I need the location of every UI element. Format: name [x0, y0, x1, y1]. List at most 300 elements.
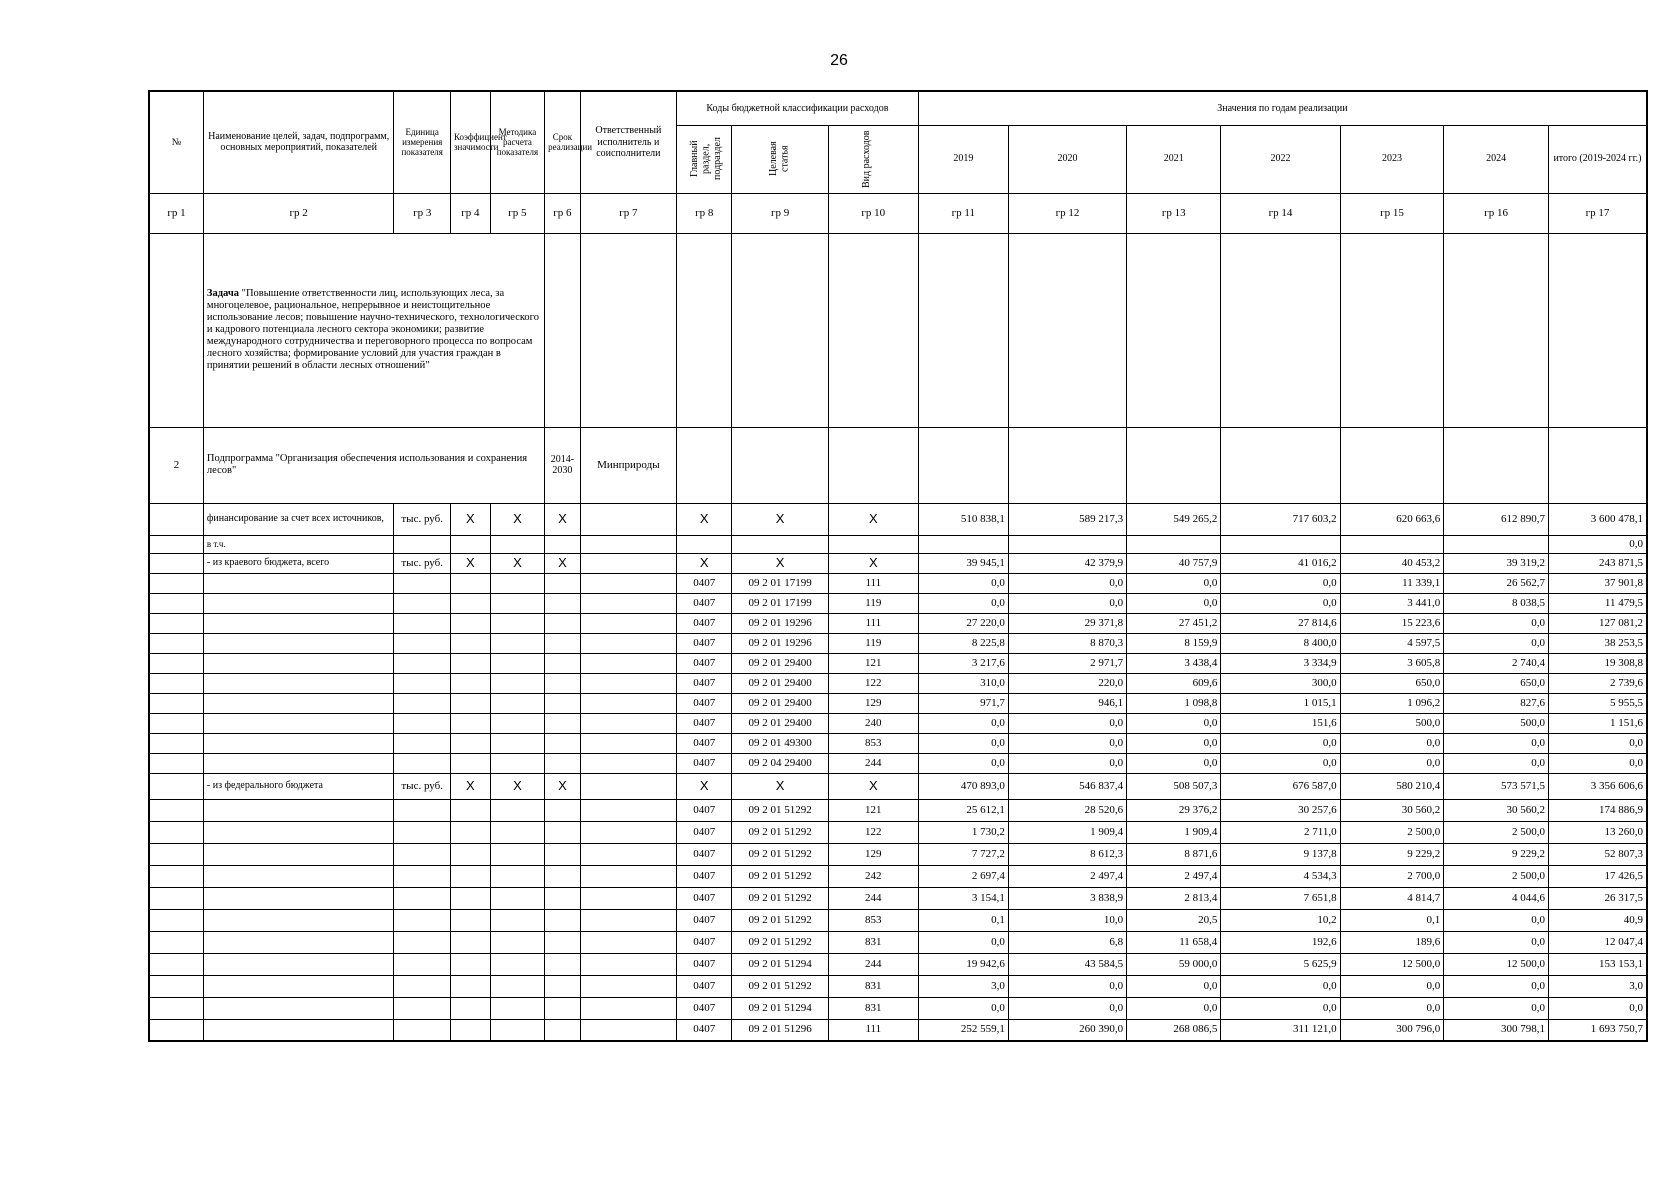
x-mark: Х — [450, 503, 490, 535]
row-label: - из федерального бюджета — [203, 773, 394, 799]
value-2021: 2 813,4 — [1127, 887, 1221, 909]
value-2021: 0,0 — [1127, 713, 1221, 733]
section-code: 0407 — [677, 909, 732, 931]
value-2022: 0,0 — [1221, 733, 1340, 753]
value-2021: 1 909,4 — [1127, 821, 1221, 843]
table-row — [149, 713, 1647, 733]
value-2023: 15 223,6 — [1340, 613, 1444, 633]
value-2020: 260 390,0 — [1008, 1019, 1126, 1041]
section-code: 0407 — [677, 753, 732, 773]
value-2021: 11 658,4 — [1127, 931, 1221, 953]
section-code: 0407 — [677, 573, 732, 593]
group-label: гр 2 — [203, 193, 394, 233]
header-responsible: Ответственный исполнитель и соисполнители — [580, 91, 676, 193]
value-2022: 300,0 — [1221, 673, 1340, 693]
section-code: 0407 — [677, 1019, 732, 1041]
value-2020: 589 217,3 — [1008, 503, 1126, 535]
value-2024: 0,0 — [1444, 633, 1549, 653]
value-2023: 40 453,2 — [1340, 553, 1444, 573]
value-2020: 42 379,9 — [1008, 553, 1126, 573]
value-total: 153 153,1 — [1548, 953, 1647, 975]
value-2022: 10,2 — [1221, 909, 1340, 931]
header-coef: Коэффициент значимости — [450, 91, 490, 193]
header-total: итого (2019-2024 гг.) — [1548, 125, 1647, 193]
x-mark: Х — [677, 773, 732, 799]
target-article: 09 2 01 51292 — [732, 821, 828, 843]
value-2024: 8 038,5 — [1444, 593, 1549, 613]
value-total: 127 081,2 — [1548, 613, 1647, 633]
group-label: гр 9 — [732, 193, 828, 233]
section-code: 0407 — [677, 593, 732, 613]
target-article: 09 2 01 51292 — [732, 843, 828, 865]
value-2023: 4 597,5 — [1340, 633, 1444, 653]
target-article: 09 2 01 51292 — [732, 865, 828, 887]
value-2021: 549 265,2 — [1127, 503, 1221, 535]
x-mark: Х — [545, 503, 581, 535]
value-2022: 311 121,0 — [1221, 1019, 1340, 1041]
value-2023: 3 441,0 — [1340, 593, 1444, 613]
value-2024: 0,0 — [1444, 733, 1549, 753]
value-2019: 0,0 — [918, 733, 1008, 753]
value-total: 11 479,5 — [1548, 593, 1647, 613]
value-2019: 0,0 — [918, 753, 1008, 773]
value-2023: 0,0 — [1340, 733, 1444, 753]
incl-row — [149, 535, 1647, 553]
value-2020: 0,0 — [1008, 573, 1126, 593]
value-2023: 11 339,1 — [1340, 573, 1444, 593]
section-code: 0407 — [677, 673, 732, 693]
value-2019: 0,0 — [918, 713, 1008, 733]
table-row — [149, 975, 1647, 997]
table-row — [149, 733, 1647, 753]
table-row — [149, 953, 1647, 975]
group-label: гр 7 — [580, 193, 676, 233]
value-2023: 2 500,0 — [1340, 821, 1444, 843]
header-year-2022: 2022 — [1221, 125, 1340, 193]
value-total: 52 807,3 — [1548, 843, 1647, 865]
value-2021: 2 497,4 — [1127, 865, 1221, 887]
group-label: гр 5 — [490, 193, 544, 233]
table-row — [149, 753, 1647, 773]
header-num: № — [149, 91, 203, 193]
regional-row — [149, 553, 1647, 573]
value-2024: 0,0 — [1444, 997, 1549, 1019]
unit-cell: тыс. руб. — [394, 773, 451, 799]
section-code: 0407 — [677, 865, 732, 887]
value-2024: 650,0 — [1444, 673, 1549, 693]
group-label: гр 14 — [1221, 193, 1340, 233]
value-2023: 300 796,0 — [1340, 1019, 1444, 1041]
section-code: 0407 — [677, 843, 732, 865]
value-2019: 3 217,6 — [918, 653, 1008, 673]
header-budget-codes: Коды бюджетной классификации расходов — [677, 91, 919, 125]
table-row — [149, 865, 1647, 887]
value-2021: 0,0 — [1127, 573, 1221, 593]
table-row — [149, 673, 1647, 693]
task-description — [203, 233, 544, 427]
group-label: гр 10 — [828, 193, 918, 233]
x-mark: Х — [828, 553, 918, 573]
expense-type: 129 — [828, 693, 918, 713]
row-label: в т.ч. — [203, 535, 394, 553]
value-2020: 0,0 — [1008, 733, 1126, 753]
header-term: Срок реализации — [545, 91, 581, 193]
value-2024: 612 890,7 — [1444, 503, 1549, 535]
x-mark: Х — [450, 553, 490, 573]
value-2019: 39 945,1 — [918, 553, 1008, 573]
group-labels-row — [149, 193, 1647, 233]
value-total: 5 955,5 — [1548, 693, 1647, 713]
table-row — [149, 997, 1647, 1019]
x-mark: Х — [490, 773, 544, 799]
section-code: 0407 — [677, 975, 732, 997]
value-total: 12 047,4 — [1548, 931, 1647, 953]
section-code: 0407 — [677, 633, 732, 653]
header-year-2024: 2024 — [1444, 125, 1549, 193]
target-article: 09 2 01 51292 — [732, 909, 828, 931]
value-2023: 1 096,2 — [1340, 693, 1444, 713]
expense-type: 853 — [828, 733, 918, 753]
value-2020: 0,0 — [1008, 975, 1126, 997]
value-2022: 0,0 — [1221, 753, 1340, 773]
value-2021: 0,0 — [1127, 997, 1221, 1019]
value-total: 1 151,6 — [1548, 713, 1647, 733]
value-2020: 0,0 — [1008, 753, 1126, 773]
header-year-2020: 2020 — [1008, 125, 1126, 193]
value-2024: 827,6 — [1444, 693, 1549, 713]
value-total: 3 600 478,1 — [1548, 503, 1647, 535]
target-article: 09 2 04 29400 — [732, 753, 828, 773]
target-article: 09 2 01 29400 — [732, 673, 828, 693]
value-2024: 0,0 — [1444, 753, 1549, 773]
value-2019: 0,0 — [918, 593, 1008, 613]
expense-type: 853 — [828, 909, 918, 931]
target-article: 09 2 01 51292 — [732, 799, 828, 821]
group-label: гр 6 — [545, 193, 581, 233]
value-2023: 650,0 — [1340, 673, 1444, 693]
value-2021: 8 871,6 — [1127, 843, 1221, 865]
value-total: 3,0 — [1548, 975, 1647, 997]
value-2022: 41 016,2 — [1221, 553, 1340, 573]
group-label: гр 4 — [450, 193, 490, 233]
value-2023: 12 500,0 — [1340, 953, 1444, 975]
value-2021: 0,0 — [1127, 753, 1221, 773]
target-article: 09 2 01 51294 — [732, 953, 828, 975]
expense-type: 122 — [828, 673, 918, 693]
value-total: 0,0 — [1548, 733, 1647, 753]
value-total: 37 901,8 — [1548, 573, 1647, 593]
expense-type: 122 — [828, 821, 918, 843]
unit-cell: тыс. руб. — [394, 503, 451, 535]
expense-type: 831 — [828, 975, 918, 997]
value-total: 243 871,5 — [1548, 553, 1647, 573]
expense-type: 121 — [828, 799, 918, 821]
x-mark: Х — [450, 773, 490, 799]
subprogram-row — [149, 427, 1647, 503]
group-label: гр 1 — [149, 193, 203, 233]
value-2020: 0,0 — [1008, 997, 1126, 1019]
value-2019: 0,0 — [918, 931, 1008, 953]
x-mark: Х — [677, 503, 732, 535]
value-2024: 39 319,2 — [1444, 553, 1549, 573]
value-2019: 470 893,0 — [918, 773, 1008, 799]
value-2024: 2 500,0 — [1444, 865, 1549, 887]
x-mark: Х — [490, 503, 544, 535]
value-2019: 3,0 — [918, 975, 1008, 997]
value-total: 0,0 — [1548, 997, 1647, 1019]
value-2020: 6,8 — [1008, 931, 1126, 953]
expense-type: 111 — [828, 1019, 918, 1041]
value-2023: 30 560,2 — [1340, 799, 1444, 821]
group-label: гр 13 — [1127, 193, 1221, 233]
value-2022: 8 400,0 — [1221, 633, 1340, 653]
x-mark: Х — [732, 503, 828, 535]
value-2024: 30 560,2 — [1444, 799, 1549, 821]
target-article: 09 2 01 19296 — [732, 633, 828, 653]
x-mark: Х — [732, 773, 828, 799]
value-2023: 0,0 — [1340, 975, 1444, 997]
value-2021: 27 451,2 — [1127, 613, 1221, 633]
header-year-2023: 2023 — [1340, 125, 1444, 193]
value-2020: 3 838,9 — [1008, 887, 1126, 909]
value-2024: 2 740,4 — [1444, 653, 1549, 673]
value-total: 38 253,5 — [1548, 633, 1647, 653]
task-label: Задача — [206, 287, 240, 299]
section-code: 0407 — [677, 799, 732, 821]
value-2022: 3 334,9 — [1221, 653, 1340, 673]
federal-breakdown — [149, 799, 1647, 1041]
value-2023: 620 663,6 — [1340, 503, 1444, 535]
subprogram-num: 2 — [149, 427, 203, 503]
table-row — [149, 1019, 1647, 1041]
header-year-values: Значения по годам реализации — [918, 91, 1647, 125]
target-article: 09 2 01 51292 — [732, 931, 828, 953]
table-row — [149, 633, 1647, 653]
value-2021: 29 376,2 — [1127, 799, 1221, 821]
value-2021: 508 507,3 — [1127, 773, 1221, 799]
value-2020: 43 584,5 — [1008, 953, 1126, 975]
value-total: 0,0 — [1548, 753, 1647, 773]
expense-type: 244 — [828, 953, 918, 975]
group-label: гр 16 — [1444, 193, 1549, 233]
expense-type: 831 — [828, 931, 918, 953]
value-2022: 0,0 — [1221, 573, 1340, 593]
value-2020: 10,0 — [1008, 909, 1126, 931]
value-2022: 27 814,6 — [1221, 613, 1340, 633]
value-2022: 2 711,0 — [1221, 821, 1340, 843]
value-2020: 220,0 — [1008, 673, 1126, 693]
expense-type: 129 — [828, 843, 918, 865]
value-2023: 3 605,8 — [1340, 653, 1444, 673]
table-row — [149, 887, 1647, 909]
table-row — [149, 573, 1647, 593]
header-code-article: Целевая статья — [732, 125, 828, 193]
target-article: 09 2 01 17199 — [732, 593, 828, 613]
value-2024: 2 500,0 — [1444, 821, 1549, 843]
expense-type: 111 — [828, 573, 918, 593]
value-total: 1 693 750,7 — [1548, 1019, 1647, 1041]
group-label: гр 3 — [394, 193, 451, 233]
value-total: 0,0 — [1548, 535, 1647, 553]
value-2020: 546 837,4 — [1008, 773, 1126, 799]
x-mark: Х — [732, 553, 828, 573]
expense-type: 831 — [828, 997, 918, 1019]
value-2019: 0,1 — [918, 909, 1008, 931]
value-2020: 29 371,8 — [1008, 613, 1126, 633]
value-2021: 40 757,9 — [1127, 553, 1221, 573]
value-2022: 9 137,8 — [1221, 843, 1340, 865]
header-code-section: Главный раздел, подраздел — [677, 125, 732, 193]
value-2022: 676 587,0 — [1221, 773, 1340, 799]
target-article: 09 2 01 49300 — [732, 733, 828, 753]
value-2021: 1 098,8 — [1127, 693, 1221, 713]
value-2022: 0,0 — [1221, 593, 1340, 613]
table-row — [149, 931, 1647, 953]
unit-cell: тыс. руб. — [394, 553, 451, 573]
value-2020: 0,0 — [1008, 713, 1126, 733]
value-2019: 3 154,1 — [918, 887, 1008, 909]
value-2020: 0,0 — [1008, 593, 1126, 613]
value-2023: 580 210,4 — [1340, 773, 1444, 799]
section-code: 0407 — [677, 931, 732, 953]
value-2024: 12 500,0 — [1444, 953, 1549, 975]
value-2022: 7 651,8 — [1221, 887, 1340, 909]
value-2022: 5 625,9 — [1221, 953, 1340, 975]
value-2022: 30 257,6 — [1221, 799, 1340, 821]
value-2022: 151,6 — [1221, 713, 1340, 733]
value-2024: 0,0 — [1444, 975, 1549, 997]
value-2023: 0,0 — [1340, 997, 1444, 1019]
section-code: 0407 — [677, 733, 732, 753]
value-2019: 8 225,8 — [918, 633, 1008, 653]
value-2023: 500,0 — [1340, 713, 1444, 733]
value-2019: 25 612,1 — [918, 799, 1008, 821]
value-2024: 300 798,1 — [1444, 1019, 1549, 1041]
value-2022: 0,0 — [1221, 975, 1340, 997]
group-label: гр 12 — [1008, 193, 1126, 233]
all-sources-row — [149, 503, 1647, 535]
value-2019: 19 942,6 — [918, 953, 1008, 975]
target-article: 09 2 01 29400 — [732, 713, 828, 733]
value-2023: 189,6 — [1340, 931, 1444, 953]
value-2020: 946,1 — [1008, 693, 1126, 713]
target-article: 09 2 01 51296 — [732, 1019, 828, 1041]
header-unit: Единица измерения показателя — [394, 91, 451, 193]
section-code: 0407 — [677, 693, 732, 713]
target-article: 09 2 01 19296 — [732, 613, 828, 633]
value-2020: 2 497,4 — [1008, 865, 1126, 887]
value-2021: 0,0 — [1127, 733, 1221, 753]
value-2021: 8 159,9 — [1127, 633, 1221, 653]
value-2019: 252 559,1 — [918, 1019, 1008, 1041]
section-code: 0407 — [677, 653, 732, 673]
federal-row — [149, 773, 1647, 799]
task-row — [149, 233, 1647, 427]
table-row — [149, 613, 1647, 633]
value-2019: 1 730,2 — [918, 821, 1008, 843]
value-2024: 26 562,7 — [1444, 573, 1549, 593]
value-2019: 7 727,2 — [918, 843, 1008, 865]
value-2019: 510 838,1 — [918, 503, 1008, 535]
page-number: 26 — [830, 52, 848, 69]
value-total: 17 426,5 — [1548, 865, 1647, 887]
value-total: 3 356 606,6 — [1548, 773, 1647, 799]
value-2019: 27 220,0 — [918, 613, 1008, 633]
value-2020: 8 870,3 — [1008, 633, 1126, 653]
value-2022: 1 015,1 — [1221, 693, 1340, 713]
table-row — [149, 821, 1647, 843]
value-2023: 4 814,7 — [1340, 887, 1444, 909]
header-year-2021: 2021 — [1127, 125, 1221, 193]
section-code: 0407 — [677, 953, 732, 975]
table-row — [149, 593, 1647, 613]
value-2024: 0,0 — [1444, 613, 1549, 633]
target-article: 09 2 01 51292 — [732, 975, 828, 997]
target-article: 09 2 01 51294 — [732, 997, 828, 1019]
value-2019: 310,0 — [918, 673, 1008, 693]
value-2024: 4 044,6 — [1444, 887, 1549, 909]
expense-type: 244 — [828, 753, 918, 773]
table-row — [149, 799, 1647, 821]
value-2021: 20,5 — [1127, 909, 1221, 931]
table-row — [149, 909, 1647, 931]
expense-type: 242 — [828, 865, 918, 887]
value-2024: 9 229,2 — [1444, 843, 1549, 865]
target-article: 09 2 01 29400 — [732, 653, 828, 673]
subprogram-title: Подпрограмма "Организация обеспечения использования и сохранения лесов" — [203, 427, 544, 503]
header-year-2019: 2019 — [918, 125, 1008, 193]
value-2021: 609,6 — [1127, 673, 1221, 693]
value-2021: 0,0 — [1127, 975, 1221, 997]
value-2022: 4 534,3 — [1221, 865, 1340, 887]
expense-type: 119 — [828, 593, 918, 613]
value-2023: 0,0 — [1340, 753, 1444, 773]
header-method: Методика расчета показателя — [490, 91, 544, 193]
table-row — [149, 693, 1647, 713]
section-code: 0407 — [677, 997, 732, 1019]
target-article: 09 2 01 51292 — [732, 887, 828, 909]
value-2022: 717 603,2 — [1221, 503, 1340, 535]
value-total: 19 308,8 — [1548, 653, 1647, 673]
value-2023: 0,1 — [1340, 909, 1444, 931]
target-article: 09 2 01 17199 — [732, 573, 828, 593]
x-mark: Х — [828, 503, 918, 535]
header-code-type: Вид расходов — [828, 125, 918, 193]
subprogram-responsible: Минприроды — [580, 427, 676, 503]
expense-type: 121 — [828, 653, 918, 673]
x-mark: Х — [677, 553, 732, 573]
value-total: 40,9 — [1548, 909, 1647, 931]
subprogram-term: 2014-2030 — [545, 427, 581, 503]
group-label: гр 17 — [1548, 193, 1647, 233]
row-label: - из краевого бюджета, всего — [203, 553, 394, 573]
value-total: 2 739,6 — [1548, 673, 1647, 693]
value-2021: 268 086,5 — [1127, 1019, 1221, 1041]
program-table — [148, 90, 1648, 1042]
table-row — [149, 843, 1647, 865]
value-2024: 500,0 — [1444, 713, 1549, 733]
value-total: 174 886,9 — [1548, 799, 1647, 821]
group-label: гр 15 — [1340, 193, 1444, 233]
group-label: гр 11 — [918, 193, 1008, 233]
value-2020: 8 612,3 — [1008, 843, 1126, 865]
expense-type: 244 — [828, 887, 918, 909]
section-code: 0407 — [677, 713, 732, 733]
target-article: 09 2 01 29400 — [732, 693, 828, 713]
value-2021: 3 438,4 — [1127, 653, 1221, 673]
section-code: 0407 — [677, 887, 732, 909]
x-mark: Х — [545, 773, 581, 799]
